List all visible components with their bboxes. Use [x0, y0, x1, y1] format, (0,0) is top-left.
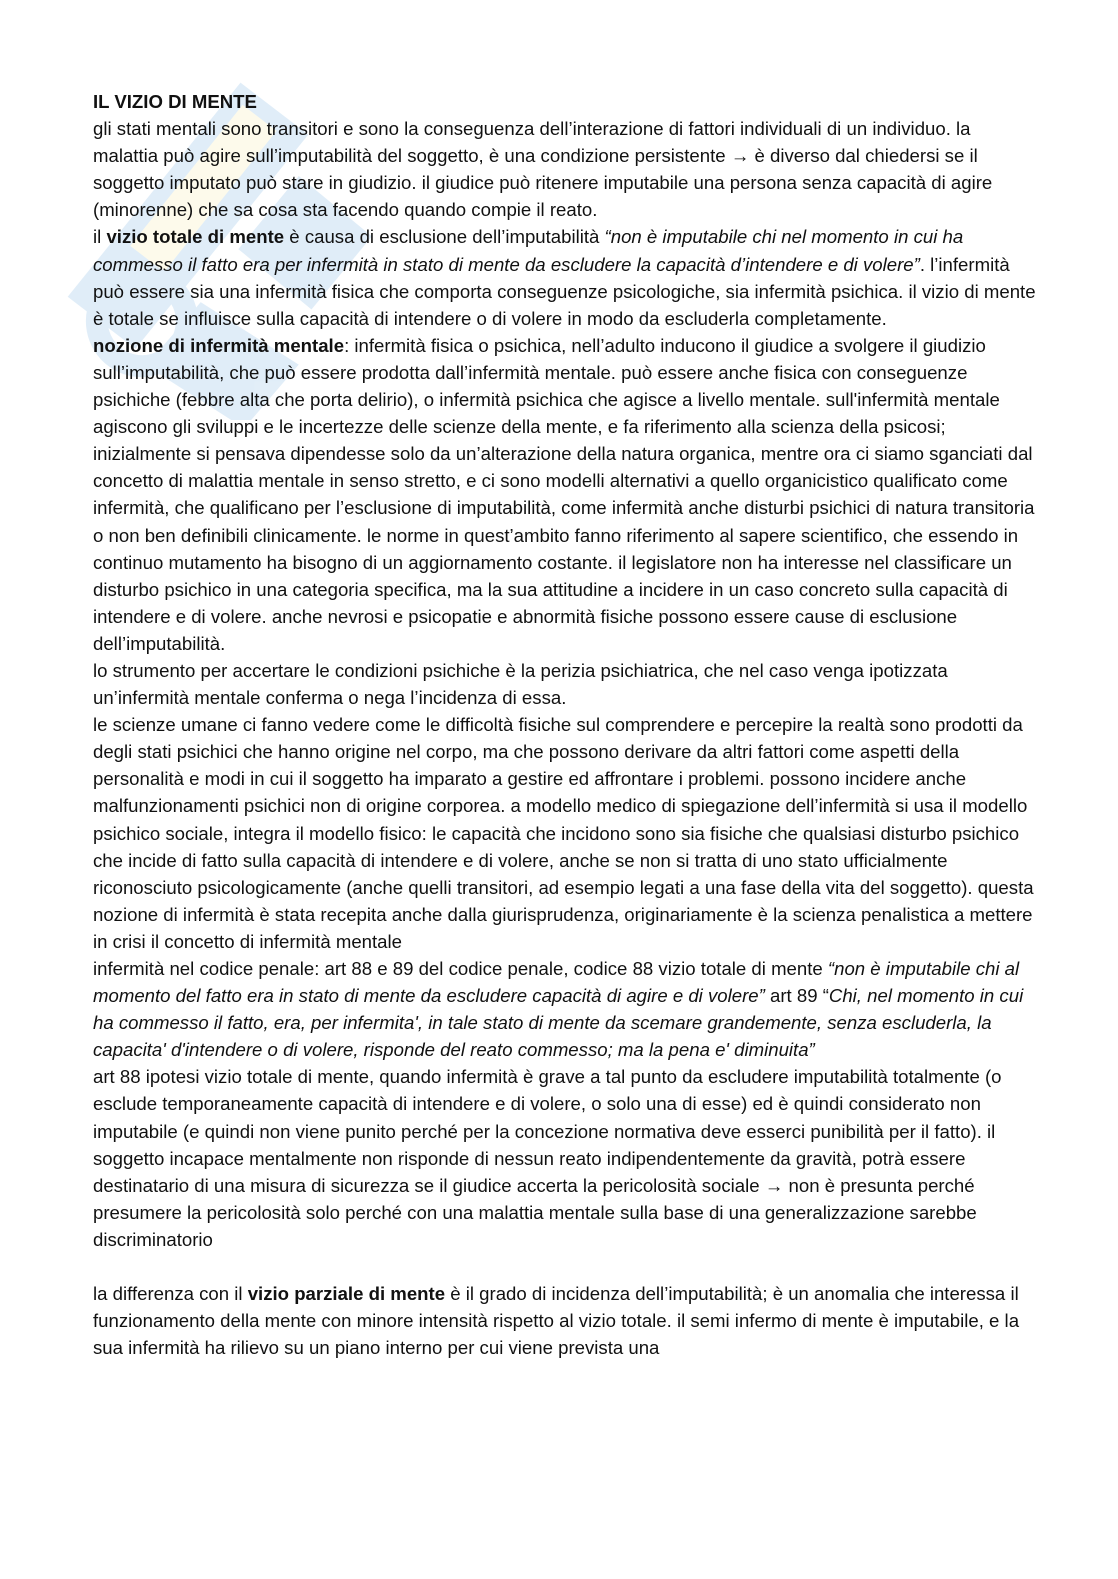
text-run: . l’infermità può essere sia una infermità fisica che comporta conseguenze psicologiche, sia infermità psichica. il vizio di mente è totale se influisce sulla capacità di intendere o di volere in modo da escluderla completamente.	[93, 253, 1036, 329]
paragraph-codice-penale	[93, 955, 1038, 1063]
quote-law: “non è imputabile chi nel momento in cui ha commesso il fatto era per infermità in stato di mente da escludere la capacità d’intendere e di volere”	[93, 226, 964, 275]
text-run: infermità nel codice penale: art 88 e 89 del codice penale, codice 88 vizio totale di mente	[93, 958, 828, 979]
paragraph-art-88: art 88 ipotesi vizio totale di mente, quando infermità è grave a tal punto da escludere imputabilità totalmente (o esclude temporaneamente capacità di intendere e di volere, o solo una di esse) ed è quindi considerato non imputabile (e quindi non viene punito perché per la concezione normativa deve esserci punibilità per il fatto). il soggetto incapace mentalmente non risponde di nessun reato indipendentemente da gravità, potrà essere destinatario di una misura di sicurezza se il giudice accerta la pericolosità sociale → non è presunta perché presumere la pericolosità solo perché con una malattia mentale sulla base di una generalizzazione sarebbe discriminatorio	[93, 1066, 1002, 1250]
page-title: IL VIZIO DI MENTE	[93, 91, 257, 112]
document-page	[93, 88, 1038, 1361]
text-run: è il grado di incidenza dell’imputabilità; è un anomalia che interessa il funzionamento della mente con minore intensità rispetto al vizio totale. il semi infermo di mente è imputabile, e la sua infermità ha rilievo su un piano interno per cui viene prevista una	[93, 1283, 1020, 1359]
text-run: : infermità fisica o psichica, nell’adulto inducono il giudice a svolgere il giudizio sull’imputabilità, che può essere prodotta dall’infermità mentale. può essere anche fisica con conseguenze psichiche (febbre alta che porta delirio), o infermità psichica che agisce a livello mentale. sull'infermità mentale agiscono gli sviluppi e le incertezze delle scienze della mente, e fa riferimento alla scienza della psicosi; inizialmente si pensava dipendesse solo da un’alterazione della natura organica, mentre ora ci siamo sganciati dal concetto di malattia mentale in senso stretto, e ci sono modelli alternativi a quello organicistico qualificato come infermità, che qualificano per l’esclusione di imputabilità, come infermità anche disturbi psichici di natura transitoria o non ben definibili clinicamente. le norme in quest’ambito fanno riferimento al sapere scientifico, che essendo in continuo mutamento ha bisogno di un aggiornamento costante. il legislatore non ha interesse nel classificare un disturbo psichico in una categoria specifica, ma la sua attitudine a incidere in un caso concreto sulla capacità di intendere e di volere. anche nevrosi e psicopatie e abnormità fisiche possono essere cause di esclusione dell’imputabilità.	[93, 334, 1035, 654]
paragraph-vizio-parziale	[93, 1280, 1038, 1361]
term-vizio-totale: vizio totale di mente	[106, 226, 285, 248]
quote-art-88: “non è imputabile chi al momento del fatto era in stato di mente da escludere capacità di agire e di volere”	[93, 958, 1020, 1007]
paragraph-vizio-totale	[93, 223, 1038, 331]
text-run: è causa di esclusione dell’imputabilità	[284, 226, 605, 248]
term-nozione-infermita: nozione di infermità mentale	[93, 334, 345, 356]
text-run: il	[93, 226, 107, 248]
paragraph-scienze-umane: le scienze umane ci fanno vedere come le difficoltà fisiche sul comprendere e percepire la realtà sono prodotti da degli stati psichici che hanno origine nel corpo, ma che possono derivare da altri fattori come aspetti della personalità e modi in cui il soggetto ha imparato a gestire ed affrontare i problemi. possono incidere anche malfunzionamenti psichici non di origine corporea. a modello medico di spiegazione dell’infermità si usa il modello psichico sociale, integra il modello fisico: le capacità che incidono sono sia fisiche che qualsiasi disturbo psichico che incide di fatto sulla capacità di intendere e di volere, anche se non si tratta di uno stato ufficialmente riconosciuto psicologicamente (anche quelli transitori, ad esempio legati a una fase della vita del soggetto). questa nozione di infermità è stata recepita anche dalla giurisprudenza, originariamente è la scienza penalistica a mettere in crisi il concetto di infermità mentale	[93, 714, 1034, 952]
paragraph-intro: gli stati mentali sono transitori e sono la conseguenza dell’interazione di fattori individuali di un individuo. la malattia può agire sull’imputabilità del soggetto, è una condizione persistente → è diverso dal chiedersi se il soggetto imputato può stare in giudizio. il giudice può ritenere imputabile una persona senza capacità di agire (minorenne) che sa cosa sta facendo quando compie il reato.	[93, 118, 993, 221]
term-vizio-parziale: vizio parziale di mente	[247, 1283, 446, 1305]
text-run: art 89 “	[764, 985, 829, 1007]
quote-art-89: Chi, nel momento in cui ha commesso il fatto, era, per infermita', in tale stato di mente da scemare grandemente, senza escluderla, la capacita' d'intendere o di volere, risponde del reato commesso; ma la pena e' diminuita”	[93, 985, 1024, 1061]
paragraph-nozione-infermita	[93, 332, 1038, 657]
paragraph-perizia: lo strumento per accertare le condizioni psichiche è la perizia psichiatrica, che nel caso venga ipotizzata un’infermità mentale conferma o nega l’incidenza di essa.	[93, 659, 948, 709]
text-run: la differenza con il	[93, 1283, 248, 1305]
